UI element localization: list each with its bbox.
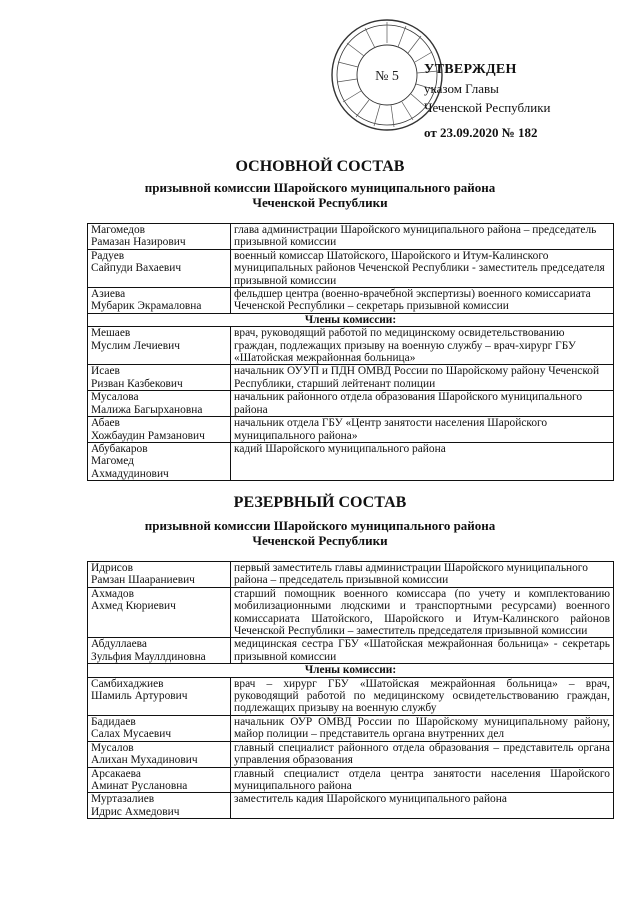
member-name: Муртазалиев Идрис Ахмедович	[88, 793, 231, 819]
table-row	[88, 442, 614, 480]
table-row	[88, 677, 614, 715]
member-name: Абаев Хожбаудин Рамзанович	[88, 417, 231, 443]
table-row	[88, 224, 614, 250]
member-name: Самбихаджиев Шамиль Артурович	[88, 677, 231, 715]
reserve-composition-table	[87, 561, 614, 819]
member-role: главный специалист отдела центра занятости населения Шаройского муниципального района	[231, 767, 614, 793]
approval-line-decree: указом Главы	[424, 81, 499, 96]
member-name: Мешаев Муслим Лечиевич	[88, 327, 231, 365]
member-role: начальник отдела ГБУ «Центр занятости населения Шаройского муниципального района»	[231, 417, 614, 443]
reserve-subtitle: призывной комиссии Шаройского муниципального района	[144, 518, 496, 533]
member-role: первый заместитель главы администрации Шаройского муниципального района – председатель призывной комиссии	[231, 562, 614, 588]
member-name: Мусалова Малижа Багырхановна	[88, 391, 231, 417]
approval-block	[424, 60, 551, 142]
main-title: ОСНОВНОЙ СОСТАВ	[235, 158, 405, 175]
member-name: Азиева Мубарик Экрамаловна	[88, 288, 231, 314]
table-row	[88, 417, 614, 443]
members-header: Члены комиссии:	[88, 313, 614, 326]
main-composition-table	[87, 223, 614, 481]
member-name: Исаев Ризван Казбекович	[88, 365, 231, 391]
member-role: главный специалист районного отдела образования – представитель органа управления образования	[231, 741, 614, 767]
table-row	[88, 793, 614, 819]
member-name: Магомедов Рамазан Назирович	[88, 224, 231, 250]
member-name: Мусалов Алихан Мухадинович	[88, 741, 231, 767]
approved-label: УТВЕРЖДЕН	[424, 62, 517, 77]
table-row	[88, 327, 614, 365]
table-row	[88, 638, 614, 664]
member-role: врач – хирург ГБУ «Шатойская межрайонная больница» – врач, руководящий работой по медицинскому освидетельствованию граждан, подлежащих призыву на военную службу	[231, 677, 614, 715]
member-role: врач, руководящий работой по медицинскому освидетельствованию граждан, подлежащих призыву на военную службу – врач-хирург ГБУ «Шатойская межрайонная больница»	[231, 327, 614, 365]
member-name: Ахмадов Ахмед Кюриевич	[88, 587, 231, 638]
approval-line-republic: Чеченской Республики	[424, 100, 551, 115]
member-role: начальник ОУУП и ПДН ОМВД России по Шаройскому району Чеченской Республики, старший лейтенант полиции	[231, 365, 614, 391]
table-row	[88, 562, 614, 588]
member-role: военный комиссар Шатойского, Шаройского и Итум-Калинского муниципальных районов Чеченской Республики - заместитель председателя призывной комиссии	[231, 249, 614, 287]
member-role: глава администрации Шаройского муниципального района – председатель призывной комиссии	[231, 224, 614, 250]
main-subtitle-region: Чеченской Республики	[252, 195, 388, 210]
main-subtitle: призывной комиссии Шаройского муниципального района	[144, 180, 496, 195]
table-row	[88, 767, 614, 793]
member-role: начальник ОУР ОМВД России по Шаройскому муниципальному району, майор полиции – представитель органа внутренних дел	[231, 715, 614, 741]
member-name: Радуев Сайпуди Вахаевич	[88, 249, 231, 287]
member-role: старший помощник военного комиссара (по учету и комплектованию мобилизационными людскими и транспортными ресурсами) военного комиссариата Шатойского, Шаройского и Итум-Калинского районов Чеченской Республики – заместитель председателя призывной комиссии	[231, 587, 614, 638]
seal-number: № 5	[375, 69, 399, 84]
reserve-title: РЕЗЕРВНЫЙ СОСТАВ	[233, 494, 407, 511]
member-name: Идрисов Рамзан Шаараниевич	[88, 562, 231, 588]
reserve-subtitle-region: Чеченской Республики	[252, 533, 388, 548]
table-row	[88, 249, 614, 287]
table-row	[88, 391, 614, 417]
members-header: Члены комиссии:	[88, 664, 614, 677]
member-role: заместитель кадия Шаройского муниципального района	[231, 793, 614, 819]
member-role: медицинская сестра ГБУ «Шатойская межрайонная больница» - секретарь призывной комиссии	[231, 638, 614, 664]
member-name: Арсакаева Аминат Руслановна	[88, 767, 231, 793]
member-name: Абубакаров Магомед Ахмадудинович	[88, 442, 231, 480]
section-header-row	[88, 313, 614, 326]
table-row	[88, 741, 614, 767]
member-name: Бадидаев Салах Мусаевич	[88, 715, 231, 741]
table-row	[88, 587, 614, 638]
member-role: фельдшер центра (военно-врачебной экспертизы) военного комиссариата Чеченской Республики – секретарь призывной комиссии	[231, 288, 614, 314]
table-row	[88, 288, 614, 314]
member-name: Абдуллаева Зульфия Мауллдиновна	[88, 638, 231, 664]
table-row	[88, 715, 614, 741]
approval-date: от 23.09.2020 № 182	[424, 125, 538, 140]
section-header-row	[88, 664, 614, 677]
member-role: кадий Шаройского муниципального района	[231, 442, 614, 480]
member-role: начальник районного отдела образования Шаройского муниципального района	[231, 391, 614, 417]
table-row	[88, 365, 614, 391]
